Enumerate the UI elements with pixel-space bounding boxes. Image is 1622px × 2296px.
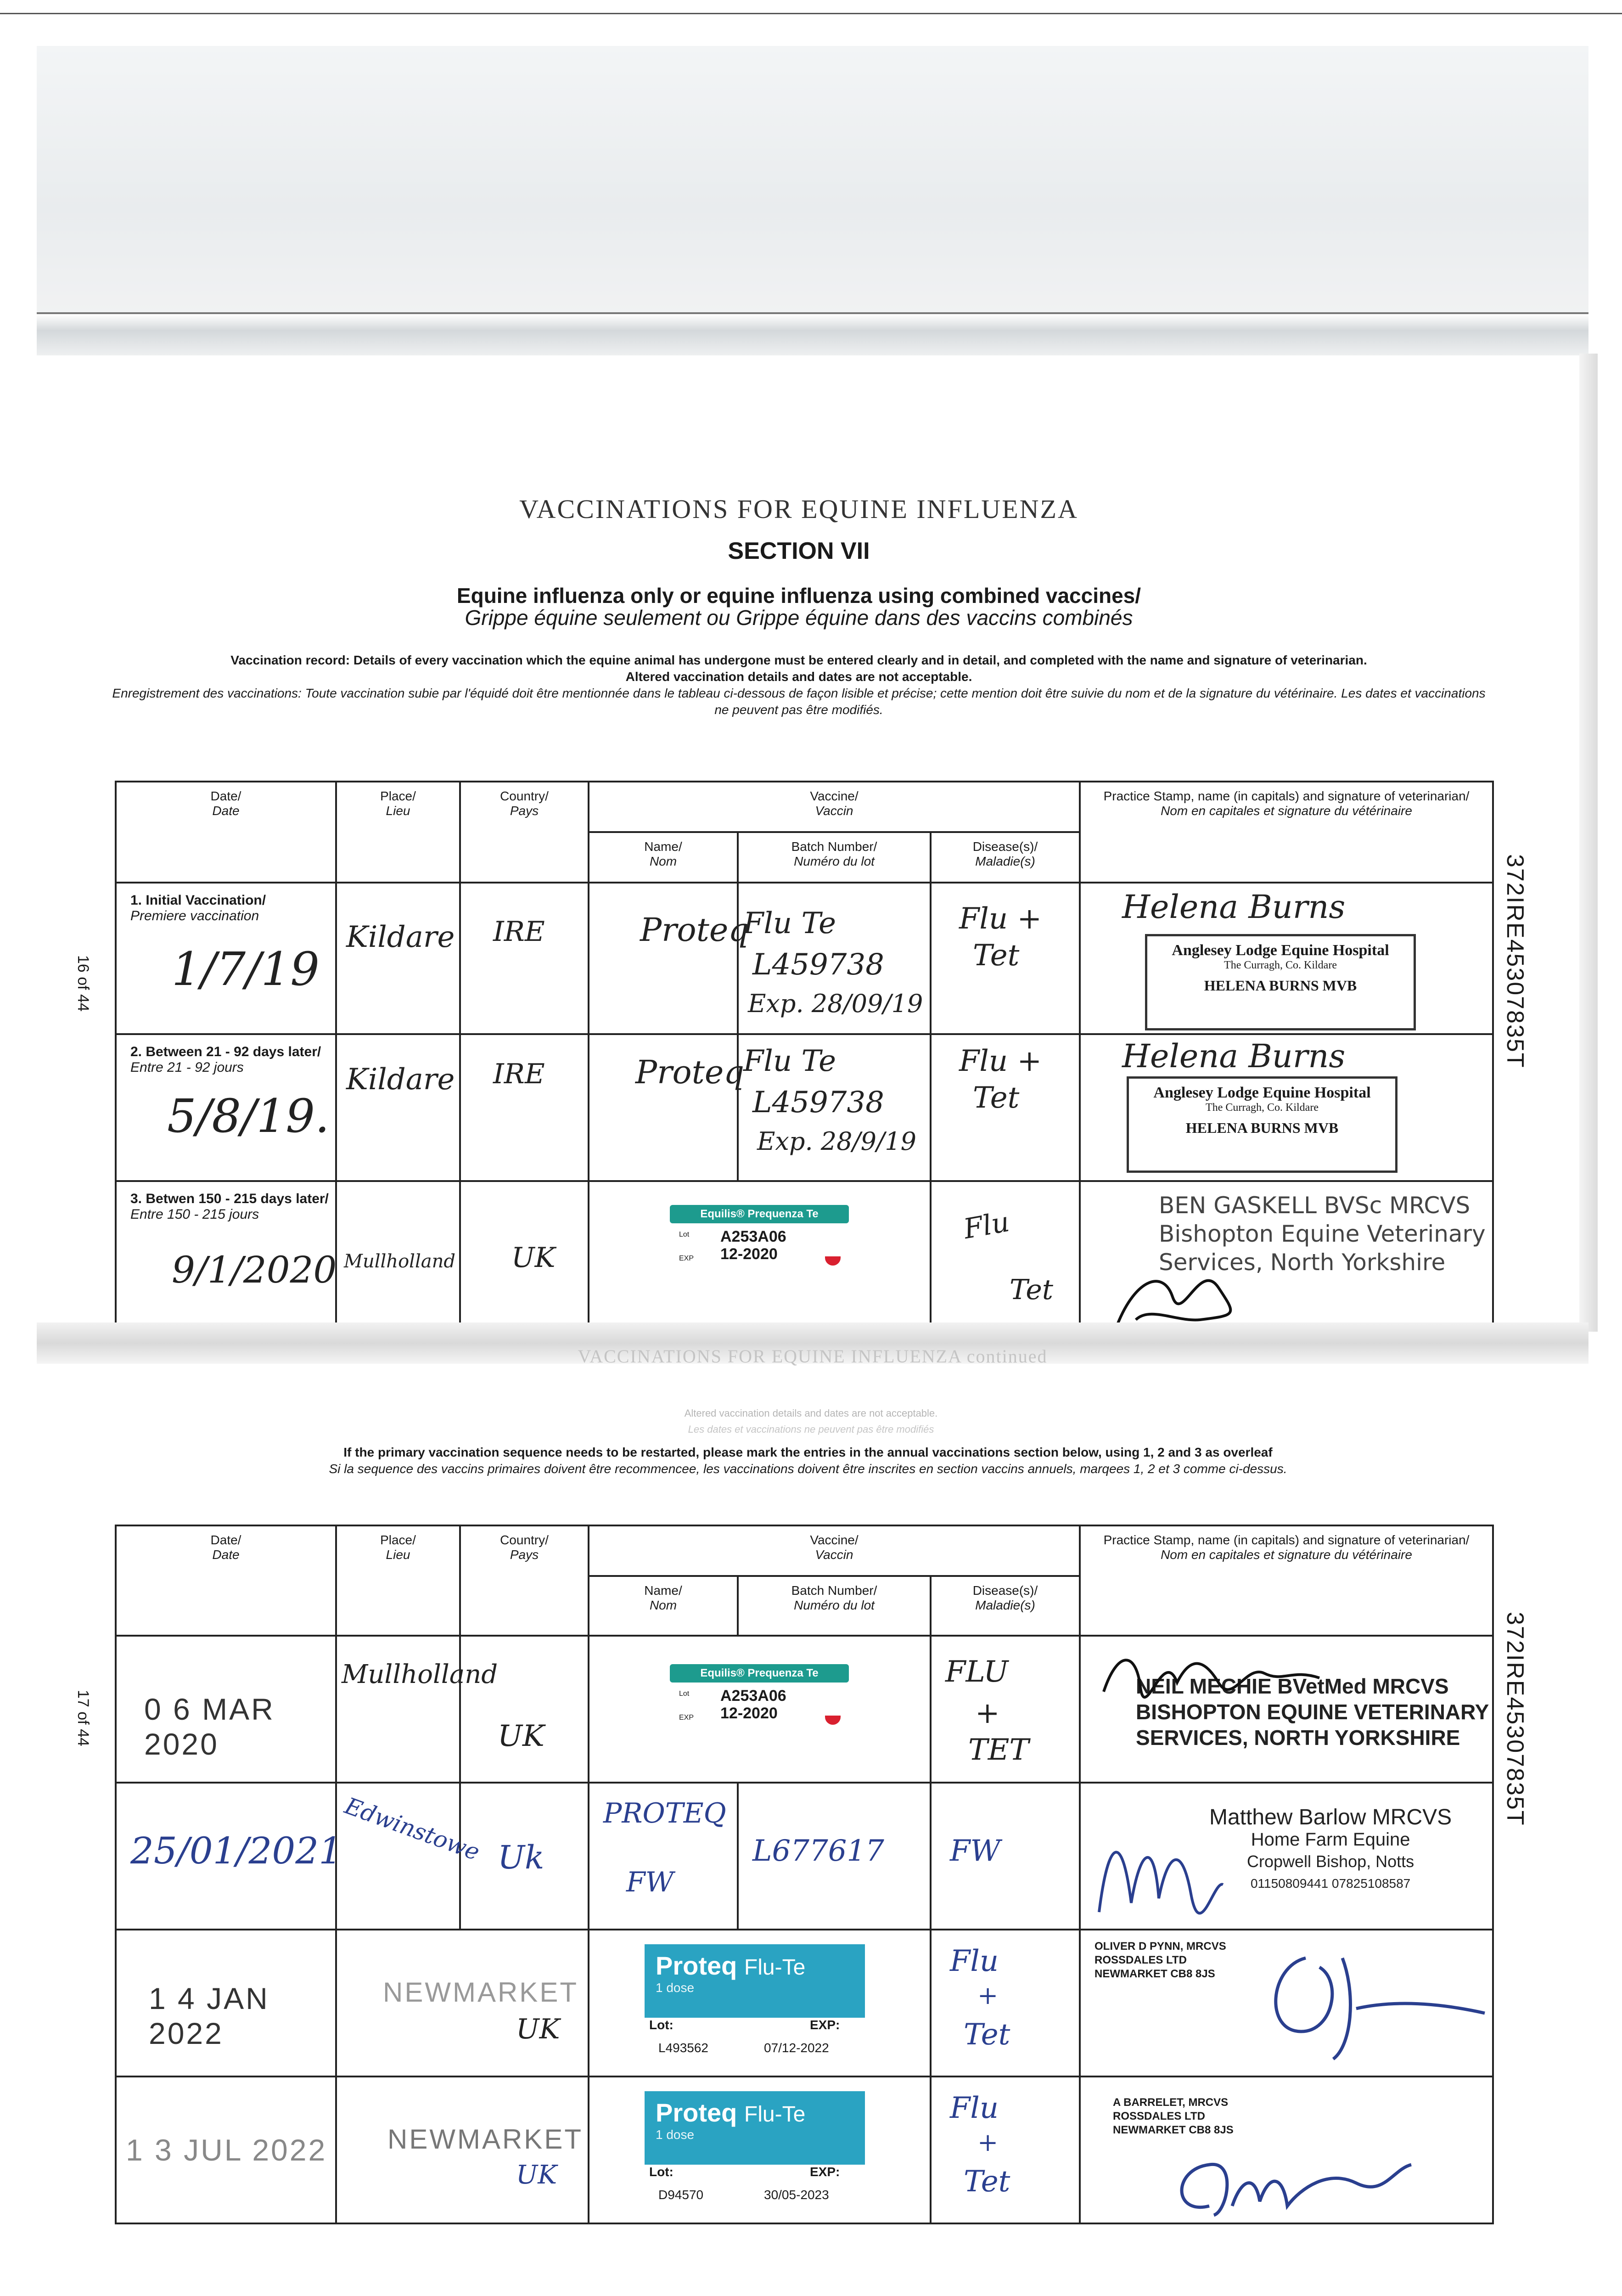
stamp-practice-name: Anglesey Lodge Equine Hospital xyxy=(1172,942,1389,959)
place-value: Mullholland xyxy=(342,1660,498,1689)
vet-signature-scribble xyxy=(1251,1940,1489,2068)
disease-line: Flu xyxy=(950,2091,999,2125)
vaccine-name-line: PROTEQ xyxy=(603,1797,726,1829)
sticker-product: Flu-Te xyxy=(744,2102,806,2127)
vet-line: NEWMARKET CB8 8JS xyxy=(1113,2124,1234,2136)
sticker-exp: 07/12-2022 xyxy=(764,2041,829,2055)
sticker-brand: Proteq xyxy=(656,1951,737,1980)
primary-row-2-date: 2. Between 21 - 92 days later/ Entre 21 - 92 jours 5/8/19. xyxy=(116,1034,336,1181)
vet-stamp-text xyxy=(1094,1940,1226,1981)
header-batch-number: Batch Number/ Numéro du lot xyxy=(738,1576,931,1636)
primary-row-2-country xyxy=(460,1034,589,1181)
disease-line: Flu + xyxy=(959,1044,1042,1078)
passport-id-top: 372IRE45307835T xyxy=(1502,854,1528,1069)
place-value: Edwinstowe xyxy=(341,1792,483,1866)
annual-row-4-place-country xyxy=(336,2077,589,2223)
sticker-lot: D94570 xyxy=(658,2188,704,2202)
header-vaccine: Vaccine/ Vaccin xyxy=(589,1525,1080,1576)
batch-line: Flu Te xyxy=(743,1044,836,1078)
header-date: Date/ Date xyxy=(116,1525,336,1636)
annual-row-1-country xyxy=(460,1636,589,1783)
disease-line: Tet xyxy=(1010,1274,1053,1306)
sticker-brand: Equilis® Prequenza Te xyxy=(670,1664,849,1683)
date-stamp: 1 3 JUL 2022 xyxy=(126,2133,327,2167)
disease-line: Flu + xyxy=(959,902,1042,936)
primary-row-3-place xyxy=(336,1181,460,1333)
country-value: UK xyxy=(511,1242,556,1274)
primary-row-2-batch xyxy=(738,1034,931,1181)
vet-line: NEIL MECHIE BVetMed MRCVS xyxy=(1136,1674,1449,1698)
disease-line: TET xyxy=(968,1733,1029,1767)
page-title: VACCINATIONS FOR EQUINE INFLUENZA xyxy=(519,494,1078,524)
sticker-lot-label: Lot: xyxy=(649,2165,673,2179)
sticker-exp-label: EXP xyxy=(679,1714,694,1722)
stamp-vet-name: HELENA BURNS MVB xyxy=(1185,1120,1339,1136)
vet-line: Services, North Yorkshire xyxy=(1159,1249,1446,1276)
disease-value: FW xyxy=(950,1834,1001,1868)
country-value: IRE xyxy=(493,916,545,948)
annual-row-2-batch xyxy=(738,1783,931,1930)
vet-line: OLIVER D PYNN, MRCVS xyxy=(1094,1940,1226,1953)
sticker-product: Flu-Te xyxy=(744,1955,806,1980)
primary-row-1-batch xyxy=(738,883,931,1034)
vet-signature: Helena Burns xyxy=(1122,1037,1346,1075)
vaccine-name-value: Proteq xyxy=(640,911,749,949)
primary-row-3-disease xyxy=(931,1181,1080,1333)
primary-row-1-practice xyxy=(1080,883,1493,1034)
annual-row-3-disease xyxy=(931,1930,1080,2077)
sticker-lot-label: Lot xyxy=(679,1690,690,1698)
country-value: IRE xyxy=(493,1058,545,1090)
batch-line: Exp. 28/09/19 xyxy=(748,989,923,1018)
disease-line: Tet xyxy=(964,2165,1010,2199)
primary-row-2-practice xyxy=(1080,1034,1493,1181)
header-disease: Disease(s)/ Maladie(s) xyxy=(931,1576,1080,1636)
proteq-sticker xyxy=(645,1944,865,2018)
subtitle-french: Grippe équine seulement ou Grippe équine dans des vaccins combinés xyxy=(465,606,1133,630)
vet-line: NEWMARKET CB8 8JS xyxy=(1094,1968,1215,1980)
annual-row-1-place xyxy=(336,1636,498,1783)
page-number-bottom: 17 of 44 xyxy=(74,1690,92,1746)
date-value: 1/7/19 xyxy=(172,942,320,996)
restart-note-english: If the primary vaccination sequence needs to be restarted, please mark the entries in the annual vaccinations section below, using 1, 2 and 3 as overleaf xyxy=(343,1445,1273,1459)
batch-line: L459738 xyxy=(752,1086,884,1120)
batch-line: Flu Te xyxy=(743,906,836,940)
scan-page-fold xyxy=(37,312,1588,355)
primary-row-2-place xyxy=(336,1034,460,1181)
scan-shadow-area xyxy=(37,46,1588,317)
vet-line: Cropwell Bishop, Notts xyxy=(1247,1852,1414,1871)
primary-vaccination-table xyxy=(115,781,1494,1334)
place-value: Kildare xyxy=(346,920,455,954)
table-row xyxy=(116,2077,1493,2223)
place-stamp: NEWMARKET xyxy=(387,2124,583,2155)
sticker-exp: 12-2020 xyxy=(720,1705,778,1722)
date-value: 9/1/2020 xyxy=(172,1249,337,1291)
date-value: 25/01/2021 xyxy=(130,1829,342,1872)
header-country: Country/ Pays xyxy=(460,1525,589,1636)
practice-stamp xyxy=(1127,1076,1398,1173)
country-value: UK xyxy=(516,2013,560,2045)
sticker-exp: 12-2020 xyxy=(720,1245,778,1263)
header-place: Place/ Lieu xyxy=(336,782,460,883)
header-vaccine: Vaccine/ Vaccin xyxy=(589,782,1080,832)
scan-top-rule xyxy=(0,13,1622,14)
sticker-lot-label: Lot xyxy=(679,1231,690,1238)
practice-stamp xyxy=(1145,934,1416,1030)
ghost-line-1: Altered vaccination details and dates are not acceptable. xyxy=(684,1407,938,1419)
sticker-exp-label: EXP: xyxy=(810,2018,840,2032)
vet-signature-scribble xyxy=(1099,1641,1329,1701)
annual-row-1-vaccine-sticker-cell xyxy=(589,1636,931,1783)
ghost-title: VACCINATIONS FOR EQUINE INFLUENZA continued xyxy=(578,1346,1048,1367)
primary-row-2-disease xyxy=(931,1034,1080,1181)
sticker-dose: 1 dose xyxy=(656,1981,695,1995)
annual-row-1-date xyxy=(116,1636,336,1783)
restart-note-french: Si la sequence des vaccins primaires doivent être recommencee, les vaccinations doivent être inscrites en section vaccins annuels, marqees 1, 2 et 3 comme ci-dessus. xyxy=(329,1462,1287,1476)
sticker-lot: A253A06 xyxy=(720,1687,786,1705)
place-stamp: NEWMARKET xyxy=(383,1977,578,2008)
vet-line: 01150809441 07825108587 xyxy=(1250,1876,1411,1891)
vet-line: ROSSDALES LTD xyxy=(1094,1954,1187,1966)
stamp-vet-name: HELENA BURNS MVB xyxy=(1204,977,1357,994)
date-stamp: 1 4 JAN 2022 xyxy=(149,1981,269,2050)
restart-note xyxy=(83,1444,1533,1477)
vet-line: Home Farm Equine xyxy=(1251,1829,1410,1850)
annual-row-4-date xyxy=(116,2077,336,2223)
annual-vaccination-table xyxy=(115,1525,1494,2224)
annual-row-2-country xyxy=(460,1783,589,1930)
header-country: Country/ Pays xyxy=(460,782,589,883)
primary-row-3-date: 3. Betwen 150 - 215 days later/ Entre 150 - 215 jours 9/1/2020 xyxy=(116,1181,336,1333)
sticker-lot: L493562 xyxy=(658,2041,709,2055)
header-batch-number: Batch Number/ Numéro du lot xyxy=(738,832,931,883)
primary-row-1-place xyxy=(336,883,460,1034)
vet-line: Bishopton Equine Veterinary xyxy=(1159,1221,1486,1247)
batch-line: L459738 xyxy=(752,948,884,982)
instructions-french: Enregistrement des vaccinations: Toute vaccination subie par l'équidé doit être mentionnée dans le tableau ci-dessous de façon lisible et précise; cette mention doit être suivie du nom et de la signature du vétérinaire. Les dates et vaccinations ne peuvent pas être modifiés. xyxy=(112,686,1486,717)
sticker-brand: Proteq xyxy=(656,2098,737,2127)
page-number-top: 16 of 44 xyxy=(74,955,92,1012)
place-value: Mullholland xyxy=(344,1251,455,1272)
vaccine-name-line: FW xyxy=(626,1866,674,1898)
vet-line: BISHOPTON EQUINE VETERINARY xyxy=(1136,1700,1489,1724)
country-value: UK xyxy=(516,2160,557,2190)
place-value: Kildare xyxy=(346,1063,455,1097)
annual-row-2-place xyxy=(336,1783,483,1930)
primary-row-3-country xyxy=(460,1181,589,1333)
disease-line: Flu xyxy=(961,1205,1012,1246)
sticker-red-mark xyxy=(825,1256,841,1266)
table-row xyxy=(116,1034,1493,1181)
sticker-lot: A253A06 xyxy=(720,1228,786,1245)
annual-row-2-practice xyxy=(1080,1783,1493,1930)
table-row xyxy=(116,1636,1493,1783)
disease-line: FLU xyxy=(945,1655,1009,1689)
header-disease: Disease(s)/ Maladie(s) xyxy=(931,832,1080,883)
header-vaccine-name: Name/ Nom xyxy=(589,832,738,883)
disease-line: Tet xyxy=(973,1081,1020,1115)
vet-line: SERVICES, NORTH YORKSHIRE xyxy=(1136,1726,1460,1750)
disease-line: + xyxy=(975,1696,1000,1730)
subtitle-english: Equine influenza only or equine influenza using combined vaccines/ xyxy=(456,584,1141,608)
ghost-line-2: Les dates et vaccinations ne peuvent pas être modifiés xyxy=(688,1424,934,1435)
stamp-address: The Curragh, Co. Kildare xyxy=(1206,1102,1319,1114)
annual-row-4-disease xyxy=(931,2077,1080,2223)
primary-row-1-country xyxy=(460,883,589,1034)
disease-line: Tet xyxy=(964,2018,1010,2052)
proteq-sticker xyxy=(645,2091,865,2165)
header-practice: Practice Stamp, name (in capitals) and signature of veterinarian/ Nom en capitales et signature du vétérinaire xyxy=(1080,1525,1493,1636)
vet-signature: Helena Burns xyxy=(1122,888,1346,926)
primary-row-1-vaccine-name xyxy=(589,883,749,1034)
proteq-sticker-details xyxy=(645,2018,865,2064)
primary-row-1-date: 1. Initial Vaccination/ Premiere vaccination 1/7/19 xyxy=(116,883,336,1034)
section-heading: SECTION VII xyxy=(728,538,870,564)
sticker-lot-label: Lot: xyxy=(649,2018,673,2032)
annual-row-3-practice xyxy=(1080,1930,1493,2077)
instructions-english-2: Altered vaccination details and dates are not acceptable. xyxy=(625,670,972,684)
primary-row-1-disease xyxy=(931,883,1080,1034)
country-value: Uk xyxy=(498,1839,544,1876)
batch-value: L677617 xyxy=(752,1834,884,1868)
vet-line: ROSSDALES LTD xyxy=(1113,2110,1205,2122)
country-value: UK xyxy=(498,1719,544,1753)
header-vaccine-name: Name/ Nom xyxy=(589,1576,738,1636)
sticker-exp: 30/05-2023 xyxy=(764,2188,829,2202)
table-row xyxy=(116,1181,1493,1333)
stamp-practice-name: Anglesey Lodge Equine Hospital xyxy=(1153,1084,1371,1101)
primary-row-2-vaccine-name xyxy=(589,1034,745,1181)
vet-stamp-text xyxy=(1209,1806,1452,1895)
sticker-exp-label: EXP xyxy=(679,1255,694,1262)
annual-row-2-date xyxy=(116,1783,342,1930)
date-stamp: 0 6 MAR 2020 xyxy=(144,1692,275,1761)
instructions xyxy=(110,652,1487,718)
vaccine-sticker xyxy=(670,1664,849,1742)
table-row xyxy=(116,1930,1493,2077)
table-row xyxy=(116,1783,1493,1930)
annual-row-4-vaccine-sticker-cell xyxy=(589,2077,931,2223)
annual-row-3-date xyxy=(116,1930,336,2077)
passport-id-bottom: 372IRE45307835T xyxy=(1502,1612,1528,1826)
vet-line: Matthew Barlow MRCVS xyxy=(1209,1805,1452,1829)
annual-row-3-place-country xyxy=(336,1930,589,2077)
primary-row-3-practice xyxy=(1080,1181,1493,1333)
vaccine-name-value: Proteq xyxy=(635,1053,745,1091)
header-place: Place/ Lieu xyxy=(336,1525,460,1636)
proteq-sticker-details xyxy=(645,2165,865,2211)
vet-signature-scribble xyxy=(1163,2114,1420,2220)
header-practice: Practice Stamp, name (in capitals) and signature of veterinarian/ Nom en capitales et signature du vétérinaire xyxy=(1080,782,1493,883)
vet-signature-scribble xyxy=(1108,1242,1246,1334)
disease-line: Tet xyxy=(973,939,1020,973)
sticker-red-mark xyxy=(825,1716,841,1725)
primary-row-3-vaccine-sticker-cell xyxy=(589,1181,931,1333)
sticker-exp-label: EXP: xyxy=(810,2165,840,2179)
annual-row-1-disease xyxy=(931,1636,1080,1783)
disease-line: Flu xyxy=(950,1944,999,1978)
sticker-dose: 1 dose xyxy=(656,2127,695,2142)
vaccine-sticker xyxy=(670,1205,849,1283)
stamp-address: The Curragh, Co. Kildare xyxy=(1224,959,1337,971)
sticker-brand: Equilis® Prequenza Te xyxy=(670,1205,849,1223)
date-value: 5/8/19. xyxy=(167,1089,330,1143)
instructions-english: Vaccination record: Details of every vaccination which the equine animal has undergone must be entered clearly and in detail, and completed with the name and signature of veterinarian. xyxy=(230,653,1367,667)
annual-row-3-vaccine-sticker-cell xyxy=(589,1930,931,2077)
annual-row-2-disease xyxy=(931,1783,1080,1930)
annual-row-1-practice xyxy=(1080,1636,1493,1783)
annual-row-4-practice xyxy=(1080,2077,1493,2223)
annual-row-2-vaccine-name xyxy=(589,1783,738,1930)
table-row xyxy=(116,883,1493,1034)
disease-line: + xyxy=(977,2128,999,2157)
vet-line: BEN GASKELL BVSc MRCVS xyxy=(1159,1192,1470,1219)
vet-line: A BARRELET, MRCVS xyxy=(1113,2096,1229,2109)
header-date: Date/ Date xyxy=(116,782,336,883)
vet-signature-scribble xyxy=(1090,1811,1228,1921)
batch-line: Exp. 28/9/19 xyxy=(757,1127,916,1156)
disease-line: + xyxy=(977,1981,999,2010)
